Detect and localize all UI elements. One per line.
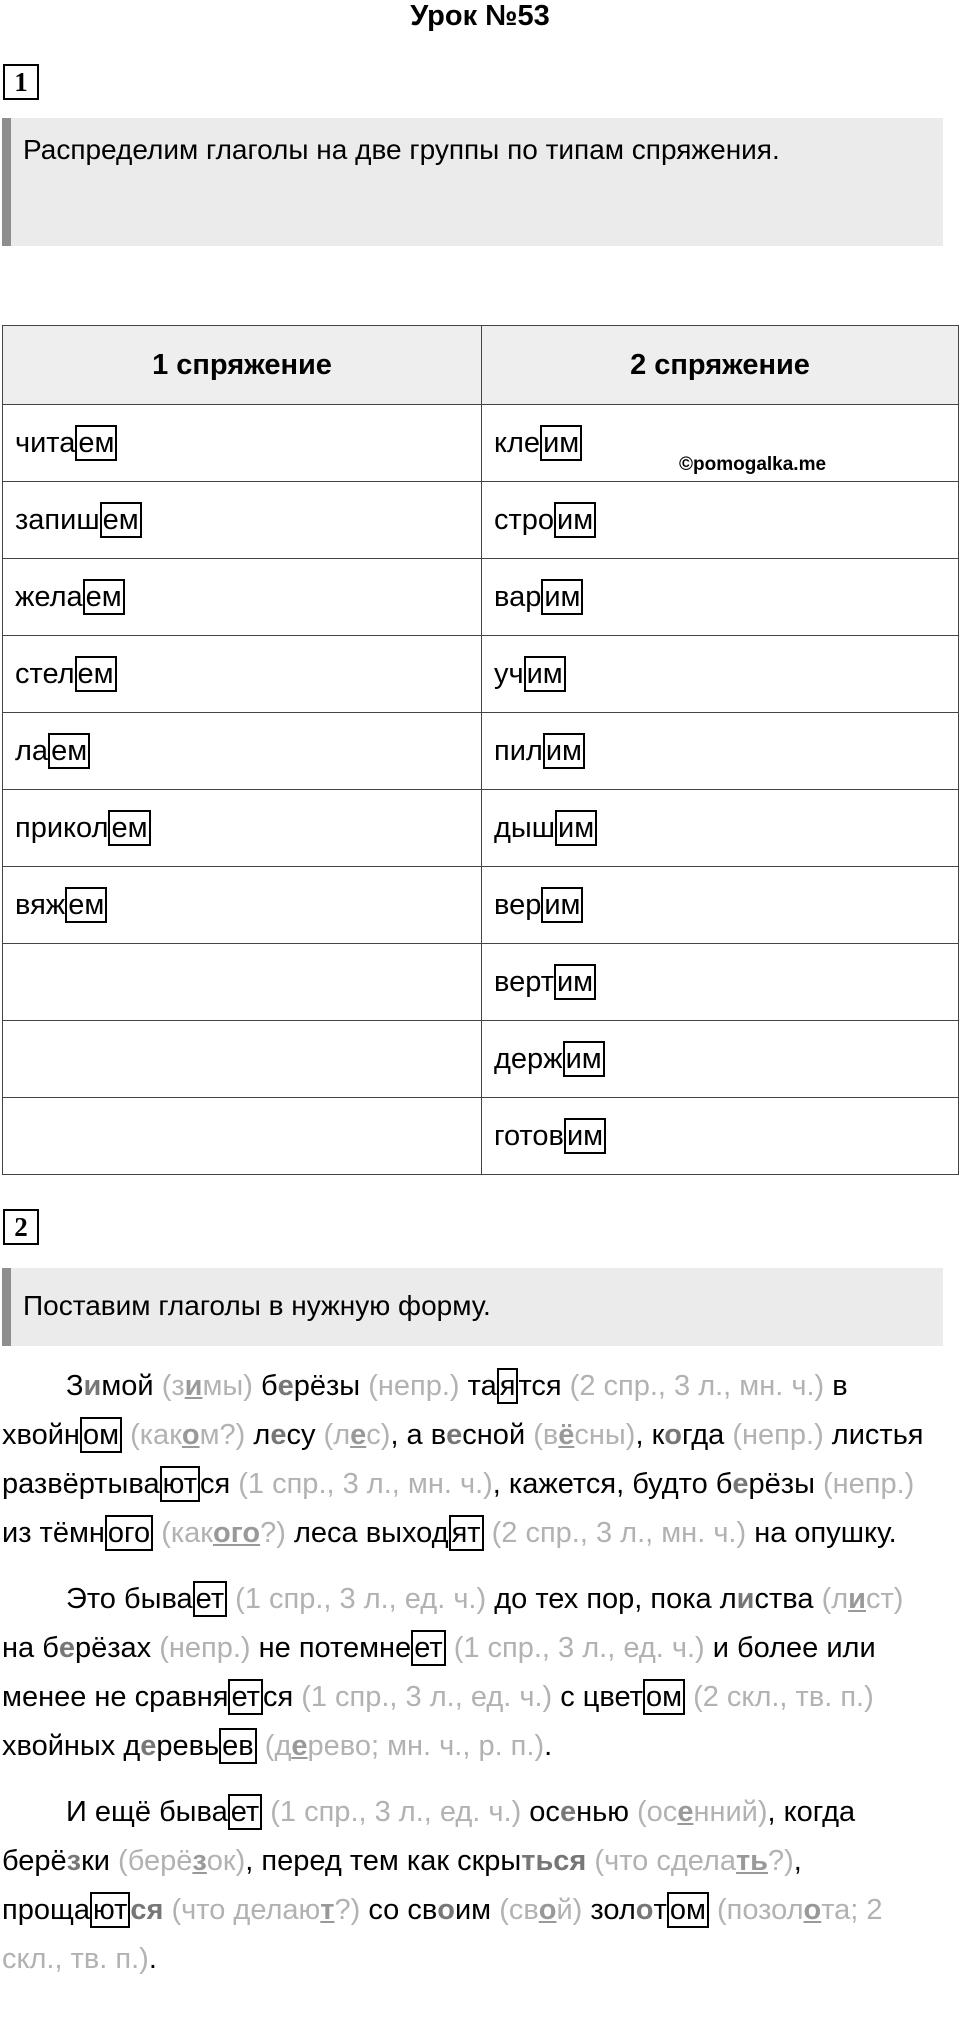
hint-text: ?) bbox=[768, 1845, 794, 1877]
text-run: ся bbox=[200, 1468, 239, 1500]
verb-cell bbox=[482, 867, 959, 944]
task2-instruction: Поставим глаголы в нужную форму. bbox=[2, 1268, 943, 1346]
hint-text: (л bbox=[821, 1583, 849, 1615]
verb-ending: им bbox=[563, 1041, 605, 1077]
hint-text: (как bbox=[161, 1517, 213, 1549]
vowel-mark: о bbox=[437, 1894, 455, 1926]
ending-box: ет bbox=[228, 1794, 262, 1830]
table-row bbox=[3, 1021, 959, 1098]
text-run: б bbox=[252, 1370, 278, 1402]
verb-stem: кле bbox=[494, 426, 541, 459]
ending-box: ет bbox=[411, 1630, 445, 1666]
text-run: , к bbox=[635, 1419, 665, 1451]
text-run: мой bbox=[101, 1370, 162, 1402]
verb-cell bbox=[3, 944, 482, 1021]
text-run: зол bbox=[582, 1894, 636, 1926]
vowel-mark: ться bbox=[521, 1845, 587, 1877]
hint-text: (как bbox=[130, 1419, 182, 1451]
verb-ending: ем bbox=[83, 579, 125, 615]
ending-box: ют bbox=[160, 1466, 200, 1502]
verb-ending: им bbox=[554, 964, 596, 1000]
verb-cell bbox=[482, 944, 959, 1021]
hint-text: сны) bbox=[574, 1419, 636, 1451]
text-run: ки bbox=[81, 1845, 119, 1877]
hint-vowel: о bbox=[538, 1894, 557, 1926]
text-run: рёзах bbox=[74, 1632, 160, 1664]
table-header-row bbox=[3, 326, 959, 405]
verb-stem: вар bbox=[494, 580, 542, 613]
table-row bbox=[3, 867, 959, 944]
table-row bbox=[3, 713, 959, 790]
hint-vowel: ого bbox=[213, 1517, 261, 1549]
verb-stem: чита bbox=[15, 426, 76, 459]
ending-box: ют bbox=[90, 1892, 130, 1928]
vowel-mark: о bbox=[664, 1419, 682, 1451]
hint-text: (з bbox=[161, 1370, 185, 1402]
verb-ending: ем bbox=[75, 425, 117, 461]
story-text bbox=[2, 1362, 942, 2001]
ending-box: ет bbox=[228, 1679, 262, 1715]
text-run: сной bbox=[462, 1419, 534, 1451]
verb-cell bbox=[3, 482, 482, 559]
vowel-mark: е bbox=[277, 1370, 294, 1402]
table-row bbox=[3, 1098, 959, 1175]
hint-text: (2 спр., 3 л., мн. ч.) bbox=[491, 1517, 747, 1549]
verb-cell bbox=[482, 482, 959, 559]
verb-stem: прикол bbox=[15, 811, 109, 844]
text-run: , а в bbox=[390, 1419, 447, 1451]
vowel-mark: и bbox=[83, 1370, 102, 1402]
hint-vowel: е bbox=[350, 1419, 367, 1451]
verb-ending: ем bbox=[75, 656, 117, 692]
hint-text: (непр.) bbox=[368, 1370, 460, 1402]
verb-cell bbox=[3, 405, 482, 482]
text-run: Это быва bbox=[66, 1583, 193, 1615]
hint-vowel: з bbox=[192, 1845, 207, 1877]
text-run: , перед тем как скры bbox=[245, 1845, 522, 1877]
hint-text: мы) bbox=[202, 1370, 253, 1402]
text-run: т bbox=[653, 1894, 667, 1926]
verb-cell bbox=[482, 713, 959, 790]
text-run: им bbox=[454, 1894, 500, 1926]
text-run: су bbox=[286, 1419, 324, 1451]
text-run: тся bbox=[518, 1370, 570, 1402]
text-run: с цвет bbox=[552, 1681, 643, 1713]
verb-ending: им bbox=[543, 733, 585, 769]
text-run: , кажется, будто б bbox=[492, 1468, 733, 1500]
hint-text: (2 скл., тв. п.) bbox=[693, 1681, 874, 1713]
verb-ending: им bbox=[555, 810, 597, 846]
vowel-mark: е bbox=[446, 1419, 463, 1451]
vowel-mark: е bbox=[732, 1468, 749, 1500]
hint-text: ок) bbox=[206, 1845, 246, 1877]
hint-text: (что сдела bbox=[594, 1845, 736, 1877]
text-run: до тех пор, пока л bbox=[486, 1583, 737, 1615]
hint-text: та; 2 скл., тв. п.) bbox=[2, 1894, 883, 1975]
text-run: хвойных д bbox=[2, 1730, 141, 1762]
text-run: в хвойн bbox=[2, 1370, 848, 1451]
text-run: З bbox=[66, 1370, 84, 1402]
hint-text: (1 спр., 3 л., ед. ч.) bbox=[301, 1681, 553, 1713]
hint-vowel: е bbox=[291, 1730, 308, 1762]
hint-text: (св bbox=[499, 1894, 539, 1926]
ending-box: ят bbox=[449, 1515, 484, 1551]
text-run: и более или менее не сравня bbox=[2, 1632, 876, 1713]
ending-box: я bbox=[497, 1368, 519, 1404]
hint-text: рево; мн. ч., р. п.) bbox=[307, 1730, 545, 1762]
verb-cell bbox=[3, 867, 482, 944]
task1-instruction: Распределим глаголы на две группы по типам спряжения. bbox=[2, 118, 943, 246]
text-run: на опушку. bbox=[746, 1517, 897, 1549]
verb-cell bbox=[3, 1021, 482, 1098]
vowel-mark: е bbox=[270, 1419, 287, 1451]
text-run bbox=[484, 1517, 492, 1549]
story-paragraph bbox=[2, 1788, 942, 1984]
vowel-mark: о bbox=[635, 1894, 654, 1926]
hint-vowel: и bbox=[184, 1370, 203, 1402]
vowel-mark: з bbox=[66, 1845, 82, 1877]
conjugation-table bbox=[2, 325, 959, 1175]
hint-vowel: о bbox=[803, 1894, 822, 1926]
vowel-mark: е bbox=[559, 1796, 577, 1828]
text-run: . bbox=[148, 1943, 157, 1975]
verb-stem: пил bbox=[494, 734, 543, 767]
story-paragraph bbox=[2, 1575, 942, 1771]
text-run bbox=[257, 1730, 265, 1762]
text-run: . bbox=[544, 1730, 553, 1762]
text-run bbox=[685, 1681, 693, 1713]
text-run: леса выход bbox=[285, 1517, 449, 1549]
verb-stem: запиш bbox=[15, 503, 100, 536]
hint-vowel: е bbox=[677, 1796, 694, 1828]
text-run: ос bbox=[521, 1796, 560, 1828]
text-run bbox=[122, 1419, 130, 1451]
verb-ending: ем bbox=[108, 810, 150, 846]
ending-box: ого bbox=[105, 1515, 153, 1551]
verb-stem: готов bbox=[494, 1119, 564, 1152]
hint-text: (2 спр., 3 л., мн. ч.) bbox=[569, 1370, 825, 1402]
hint-vowel: и bbox=[848, 1583, 866, 1615]
verb-stem: ла bbox=[15, 734, 49, 767]
hint-text: (что делаю bbox=[171, 1894, 321, 1926]
hint-text: (1 спр., 3 л., ед. ч.) bbox=[453, 1632, 705, 1664]
text-run: л bbox=[245, 1419, 271, 1451]
lesson-title: Урок №53 bbox=[410, 0, 550, 32]
table-row bbox=[3, 944, 959, 1021]
text-run bbox=[446, 1632, 454, 1664]
verb-cell bbox=[3, 559, 482, 636]
text-run: ревь bbox=[156, 1730, 220, 1762]
table-row bbox=[3, 559, 959, 636]
vowel-mark: е bbox=[58, 1632, 75, 1664]
verb-stem: держ bbox=[494, 1042, 563, 1075]
text-run bbox=[153, 1517, 161, 1549]
verb-ending: ем bbox=[100, 502, 142, 538]
text-run: не потемне bbox=[250, 1632, 412, 1664]
ending-box: ом bbox=[643, 1679, 685, 1715]
verb-stem: верт bbox=[494, 965, 554, 998]
hint-text: (1 спр., 3 л., ед. ч.) bbox=[270, 1796, 522, 1828]
hint-text: м?) bbox=[199, 1419, 246, 1451]
ending-box: ев bbox=[219, 1728, 257, 1764]
verb-stem: дыш bbox=[494, 811, 556, 844]
task-number-1: 1 bbox=[3, 64, 39, 100]
ending-box: ет bbox=[193, 1581, 227, 1617]
hint-text: (д bbox=[264, 1730, 292, 1762]
verb-cell bbox=[3, 1098, 482, 1175]
verb-cell bbox=[482, 559, 959, 636]
text-run: та bbox=[459, 1370, 497, 1402]
verb-ending: им bbox=[524, 656, 566, 692]
header-conjugation-2: 2 спряжение bbox=[482, 326, 959, 405]
text-run: ся bbox=[262, 1681, 302, 1713]
table-row bbox=[3, 790, 959, 867]
verb-stem: уч bbox=[494, 657, 524, 690]
verb-stem: стел bbox=[15, 657, 75, 690]
table-row bbox=[3, 636, 959, 713]
vowel-mark: и bbox=[736, 1583, 755, 1615]
hint-text: (позол bbox=[716, 1894, 804, 1926]
text-run: гда bbox=[681, 1419, 733, 1451]
text-run: ства bbox=[754, 1583, 822, 1615]
vowel-mark: е bbox=[140, 1730, 157, 1762]
hint-text: с) bbox=[366, 1419, 391, 1451]
text-run: из тёмн bbox=[2, 1517, 105, 1549]
text-run: , проща bbox=[2, 1845, 802, 1926]
verb-ending: ем bbox=[48, 733, 90, 769]
text-run: рёзы bbox=[293, 1370, 369, 1402]
table-row bbox=[3, 482, 959, 559]
conjugation-table-body bbox=[3, 405, 959, 1175]
verb-ending: им bbox=[541, 887, 583, 923]
hint-text: (непр.) bbox=[822, 1468, 915, 1500]
hint-vowel: о bbox=[181, 1419, 200, 1451]
verb-ending: им bbox=[541, 579, 583, 615]
verb-cell bbox=[3, 713, 482, 790]
text-run: И ещё быва bbox=[66, 1796, 228, 1828]
hint-text: (ос bbox=[637, 1796, 678, 1828]
ending-box: ом bbox=[667, 1892, 709, 1928]
hint-text: (л bbox=[323, 1419, 351, 1451]
verb-cell bbox=[482, 790, 959, 867]
verb-cell bbox=[482, 1021, 959, 1098]
verb-stem: стро bbox=[494, 503, 555, 536]
verb-cell bbox=[482, 636, 959, 713]
hint-text: (непр.) bbox=[732, 1419, 824, 1451]
verb-ending: им bbox=[540, 425, 582, 461]
hint-text: й) bbox=[556, 1894, 583, 1926]
verb-ending: им bbox=[554, 502, 596, 538]
hint-text: ст) bbox=[865, 1583, 904, 1615]
text-run: со св bbox=[360, 1894, 438, 1926]
hint-vowel: ть bbox=[735, 1845, 768, 1877]
verb-cell bbox=[3, 636, 482, 713]
hint-text: (непр.) bbox=[159, 1632, 251, 1664]
text-run: , когда берё bbox=[2, 1796, 856, 1877]
verb-stem: вер bbox=[494, 888, 542, 921]
text-run: на б bbox=[2, 1632, 59, 1664]
vowel-mark: ся bbox=[130, 1894, 164, 1926]
hint-text: (1 спр., 3 л., мн. ч.) bbox=[238, 1468, 493, 1500]
verb-ending: им bbox=[564, 1118, 606, 1154]
ending-box: ом bbox=[80, 1417, 122, 1453]
verb-cell bbox=[482, 1098, 959, 1175]
verb-ending: ем bbox=[65, 887, 107, 923]
watermark: ©pomogalka.me bbox=[679, 454, 827, 475]
verb-stem: жела bbox=[15, 580, 83, 613]
hint-vowel: т bbox=[320, 1894, 335, 1926]
header-conjugation-1: 1 спряжение bbox=[3, 326, 482, 405]
text-run bbox=[227, 1583, 235, 1615]
text-run: рёзы bbox=[748, 1468, 823, 1500]
text-run: нью bbox=[576, 1796, 638, 1828]
hint-text: (берё bbox=[118, 1845, 193, 1877]
verb-cell bbox=[3, 790, 482, 867]
hint-text: нний) bbox=[693, 1796, 768, 1828]
hint-vowel: ё bbox=[558, 1419, 575, 1451]
hint-text: ?) bbox=[334, 1894, 361, 1926]
task-number-2: 2 bbox=[3, 1209, 39, 1245]
hint-text: (1 спр., 3 л., ед. ч.) bbox=[235, 1583, 487, 1615]
text-run bbox=[709, 1894, 717, 1926]
verb-stem: вяж bbox=[15, 888, 66, 921]
hint-text: (в bbox=[533, 1419, 559, 1451]
hint-text: ?) bbox=[260, 1517, 286, 1549]
text-run: листья развёртыва bbox=[2, 1419, 924, 1500]
story-paragraph bbox=[2, 1362, 942, 1558]
